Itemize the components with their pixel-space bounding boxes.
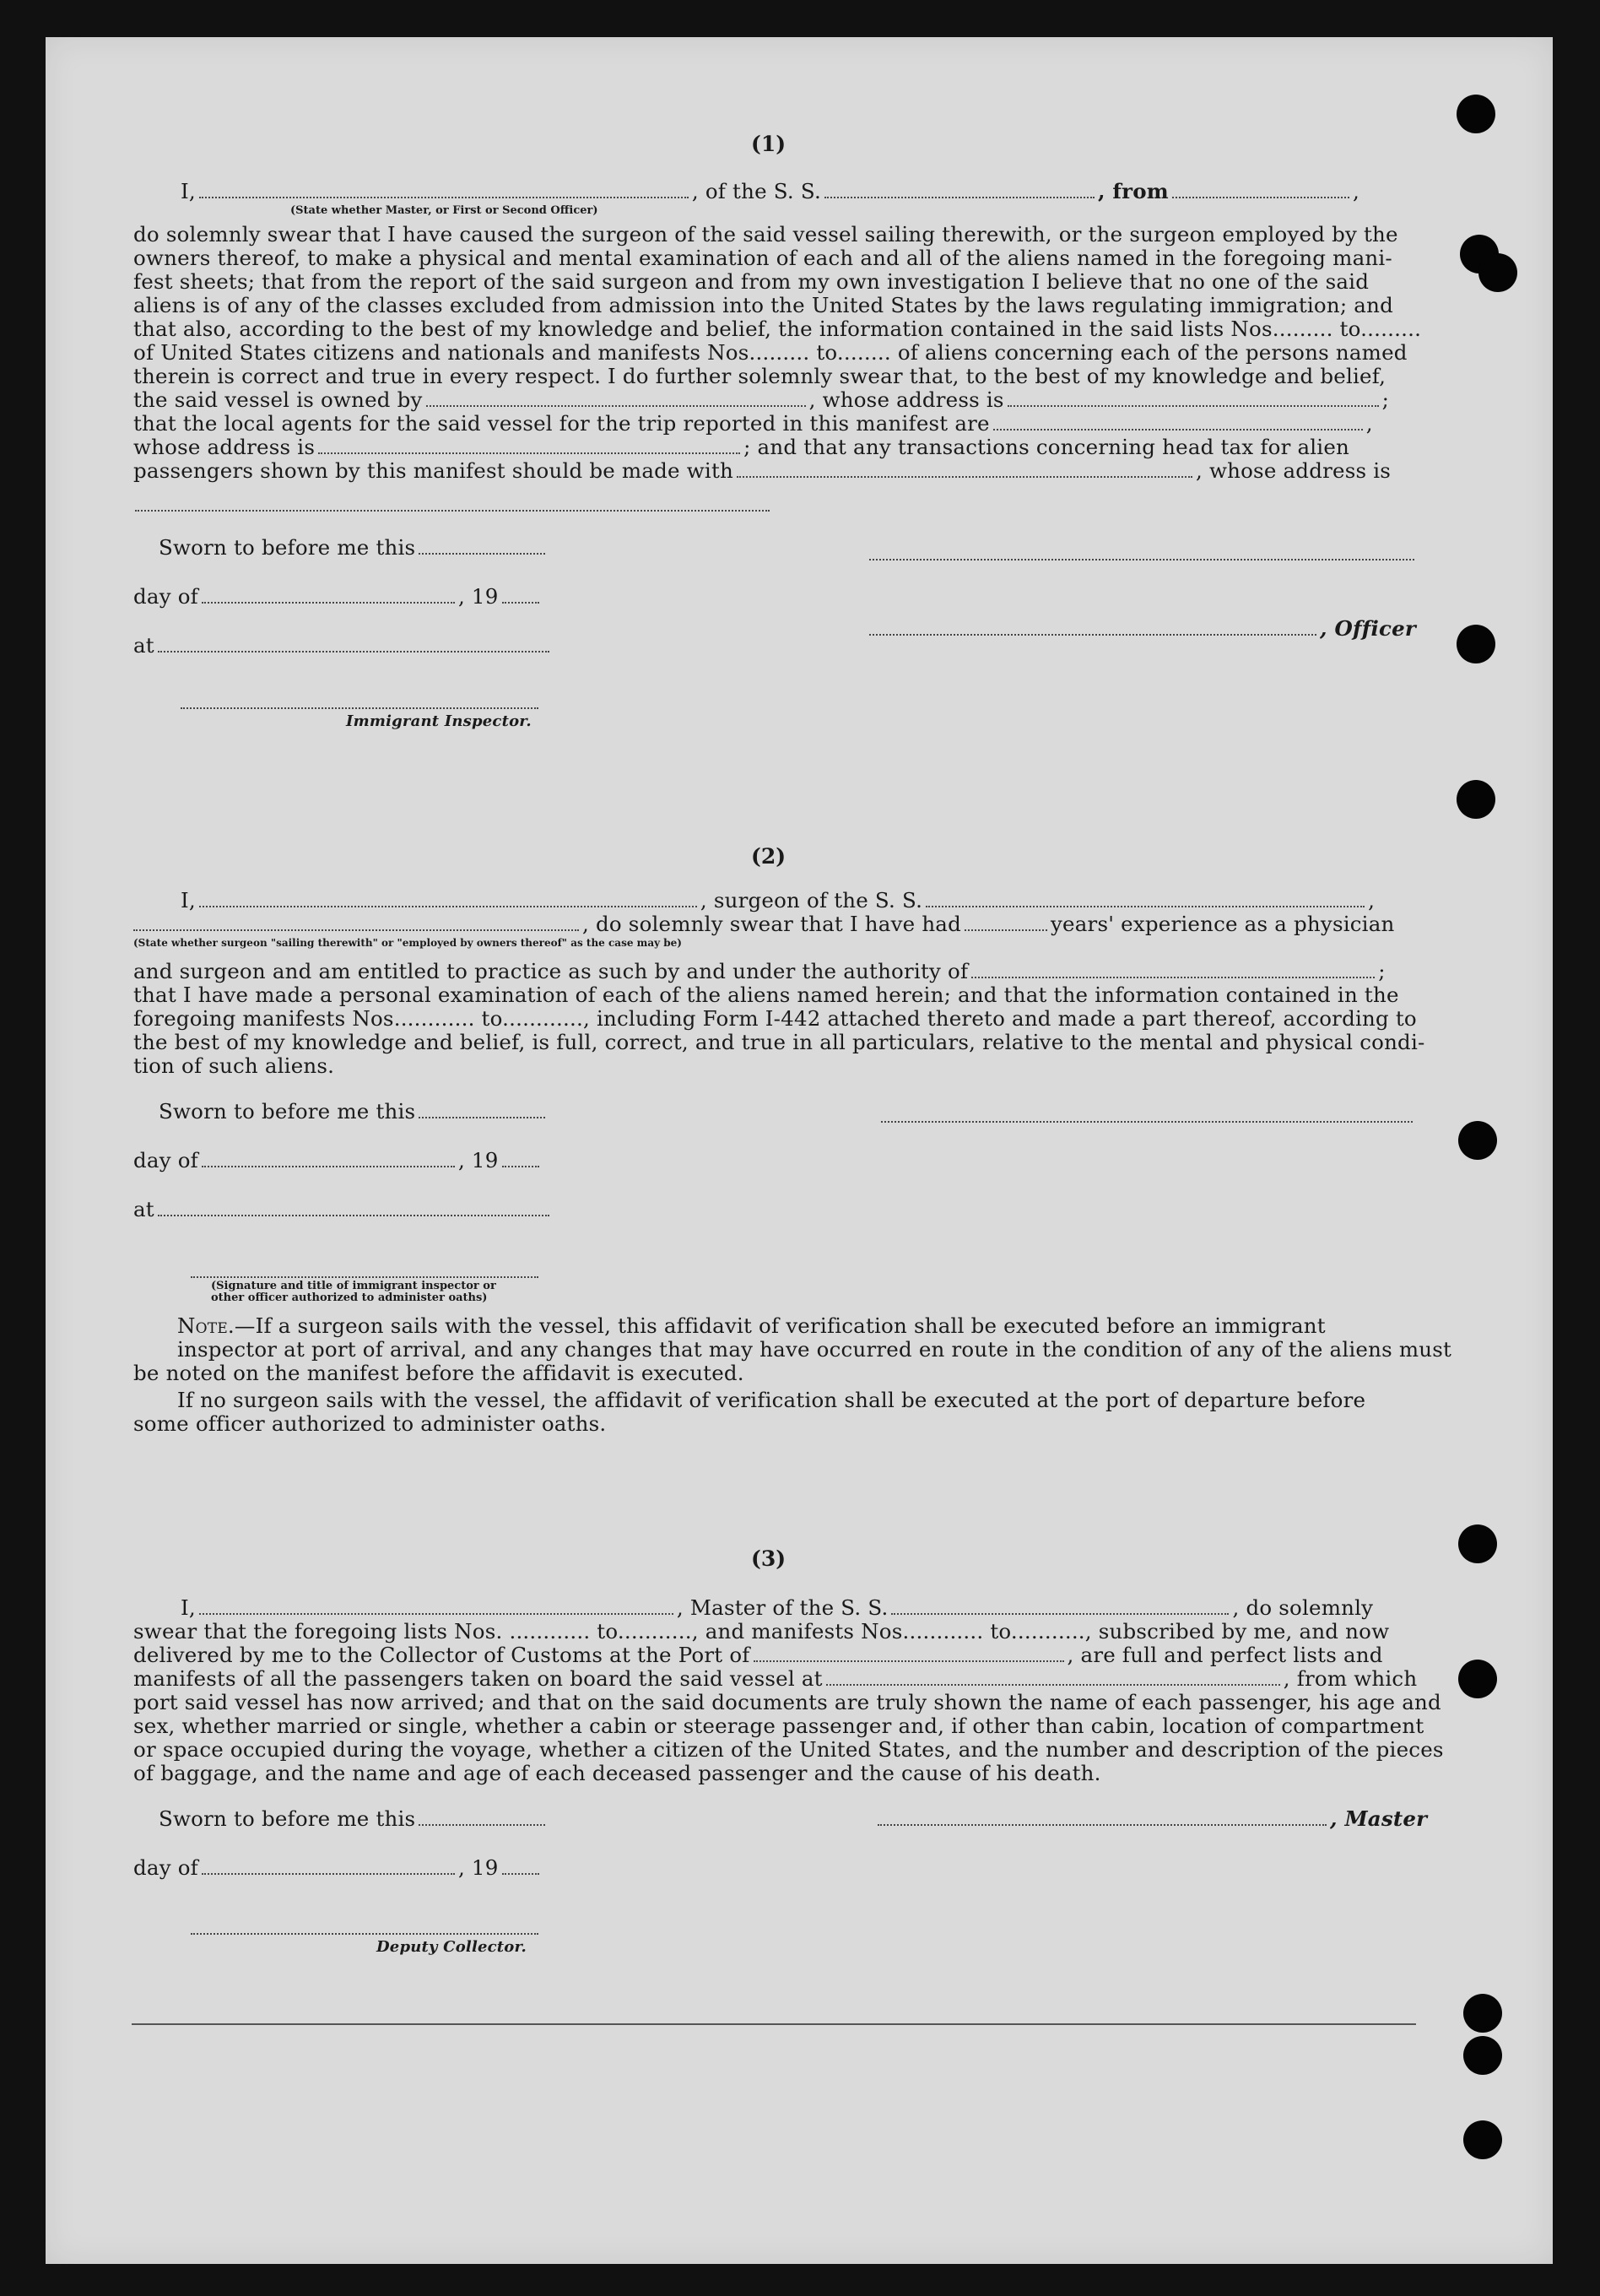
s1-inspector-sig: [181, 707, 538, 709]
s2-note-line-3: be noted on the manifest before the affidavit is executed.: [133, 1361, 744, 1385]
s1-owned-line: the said vessel is owned by , whose address is ;: [133, 387, 1390, 412]
s1-oath-line-1: I, , of the S. S. , from ,: [181, 179, 1359, 203]
s2-note-line-1: Note.—If a surgeon sails with the vessel, this affidavit of verification shall be executed before an immigrant: [177, 1313, 1326, 1338]
s2-sig-caption-2: other officer authorized to administer oaths): [211, 1292, 488, 1304]
s1-para-line-7: therein is correct and true in every respect. I do further solemnly swear that, to the best of my knowledge and belief,: [133, 364, 1386, 388]
punch-hole: [1458, 1121, 1497, 1160]
s1-officer-sig-top: [869, 559, 1414, 560]
s1-agents-line: that the local agents for the said vessel for the trip reported in this manifest are ,: [133, 411, 1373, 436]
bottom-rule: [132, 2023, 1416, 2025]
s3-port-line: delivered by me to the Collector of Customs at the Port of , are full and perfect lists and: [133, 1643, 1383, 1667]
section-1-heading: (1): [751, 132, 786, 156]
s3-para-line-1: port said vessel has now arrived; and that on the said documents are truly shown the name of each passenger, his age and: [133, 1690, 1441, 1714]
s2-day-line: day of , 19: [133, 1148, 543, 1172]
punch-hole: [1463, 2120, 1502, 2159]
s1-caption-officer: (State whether Master, or First or Second Officer): [290, 204, 598, 217]
s3-oath-line-2: swear that the foregoing lists Nos. ............ to..........., and manifests Nos............ to..........., subscribed by me, and now: [133, 1619, 1390, 1643]
s3-sworn-line: Sworn to before me this: [159, 1806, 549, 1831]
s2-sworn-line: Sworn to before me this: [159, 1099, 549, 1124]
s1-sworn-line: Sworn to before me this: [159, 535, 549, 560]
s1-para-line-4: aliens is of any of the classes excluded from admission into the United States by the laws regulating immigration; and: [133, 293, 1393, 317]
s2-para-line-2: foregoing manifests Nos............ to............, including Form I-442 attached thereto and made a part thereof, according to: [133, 1006, 1417, 1031]
s3-para-line-3: or space occupied during the voyage, whether a citizen of the United States, and the number and description of the pieces: [133, 1737, 1444, 1762]
s2-oath-line-2: , do solemnly swear that I have had years' experience as a physician: [133, 912, 1395, 936]
s2-at-line: at: [133, 1197, 553, 1221]
s3-day-line: day of , 19: [133, 1855, 543, 1880]
s1-address-blank: [135, 510, 770, 512]
s1-para-line-6: of United States citizens and nationals and manifests Nos......... to........ of aliens concerning each of the persons named: [133, 340, 1408, 365]
s3-collector-sig: [191, 1933, 538, 1935]
s1-para-line-3: fest sheets; that from the report of the said surgeon and from my own investigation I believe that no one of the said: [133, 269, 1370, 294]
s2-note-line-2: inspector at port of arrival, and any changes that may have occurred en route in the condition of any of the aliens must: [177, 1337, 1452, 1362]
s1-day-line: day of , 19: [133, 584, 543, 609]
s2-para-line-4: tion of such aliens.: [133, 1053, 335, 1078]
section-3-heading: (3): [751, 1546, 786, 1571]
punch-hole: [1458, 1524, 1497, 1563]
punch-hole: [1463, 1994, 1502, 2033]
s2-para-line-3: the best of my knowledge and belief, is full, correct, and true in all particulars, relative to the mental and physical condi-: [133, 1030, 1425, 1054]
s3-para-line-4: of baggage, and the name and age of each deceased passenger and the cause of his death.: [133, 1761, 1101, 1785]
s2-surgeon-sig: [881, 1121, 1413, 1123]
punch-hole: [1457, 780, 1495, 819]
s1-at-line: at: [133, 633, 553, 658]
punch-hole: [1478, 253, 1517, 292]
section-2-heading: (2): [751, 844, 786, 869]
s2-para-line-1: that I have made a personal examination of each of the aliens named herein; and that the information contained in the: [133, 983, 1399, 1007]
s1-para-line-2: owners thereof, to make a physical and mental examination of each and all of the aliens named in the foregoing mani-: [133, 246, 1392, 270]
s2-inspector-sig: [191, 1276, 538, 1278]
s3-master-line: , Master: [878, 1806, 1427, 1831]
s1-passengers-line: passengers shown by this manifest should be made with , whose address is: [133, 458, 1392, 483]
s2-oath-line-1: I, , surgeon of the S. S. ,: [181, 888, 1376, 912]
s3-oath-line-1: I, , Master of the S. S. , do solemnly: [181, 1595, 1374, 1620]
punch-hole: [1457, 95, 1495, 133]
s2-note2-line-1: If no surgeon sails with the vessel, the affidavit of verification shall be executed at the port of departure before: [177, 1388, 1366, 1412]
s3-para-line-2: sex, whether married or single, whether a cabin or steerage passenger and, if other than cabin, location of compartment: [133, 1714, 1424, 1738]
s2-note2-line-2: some officer authorized to administer oaths.: [133, 1411, 607, 1436]
s3-boarded-line: manifests of all the passengers taken on board the said vessel at , from which: [133, 1666, 1418, 1691]
punch-hole: [1458, 1660, 1497, 1698]
s1-para-line-1: do solemnly swear that I have caused the surgeon of the said vessel sailing therewith, or the surgeon employed by the: [133, 222, 1398, 246]
s1-inspector-label: Immigrant Inspector.: [346, 712, 532, 730]
s2-authority-line: and surgeon and am entitled to practice as such by and under the authority of ;: [133, 959, 1386, 983]
document-page: [46, 37, 1553, 2264]
punch-hole: [1457, 625, 1495, 663]
s1-para-line-5: that also, according to the best of my knowledge and belief, the information contained in the said lists Nos......... to.........: [133, 317, 1422, 341]
s3-collector-label: Deputy Collector.: [376, 1938, 527, 1956]
s1-whose-line: whose address is ; and that any transactions concerning head tax for alien: [133, 435, 1350, 459]
punch-hole: [1463, 2036, 1502, 2075]
s2-caption-surgeon: (State whether surgeon "sailing therewith" or "employed by owners thereof" as the case may be): [133, 937, 682, 949]
s2-sig-caption-1: (Signature and title of immigrant inspector or: [211, 1280, 496, 1292]
s1-officer-line: , Officer: [869, 616, 1416, 641]
